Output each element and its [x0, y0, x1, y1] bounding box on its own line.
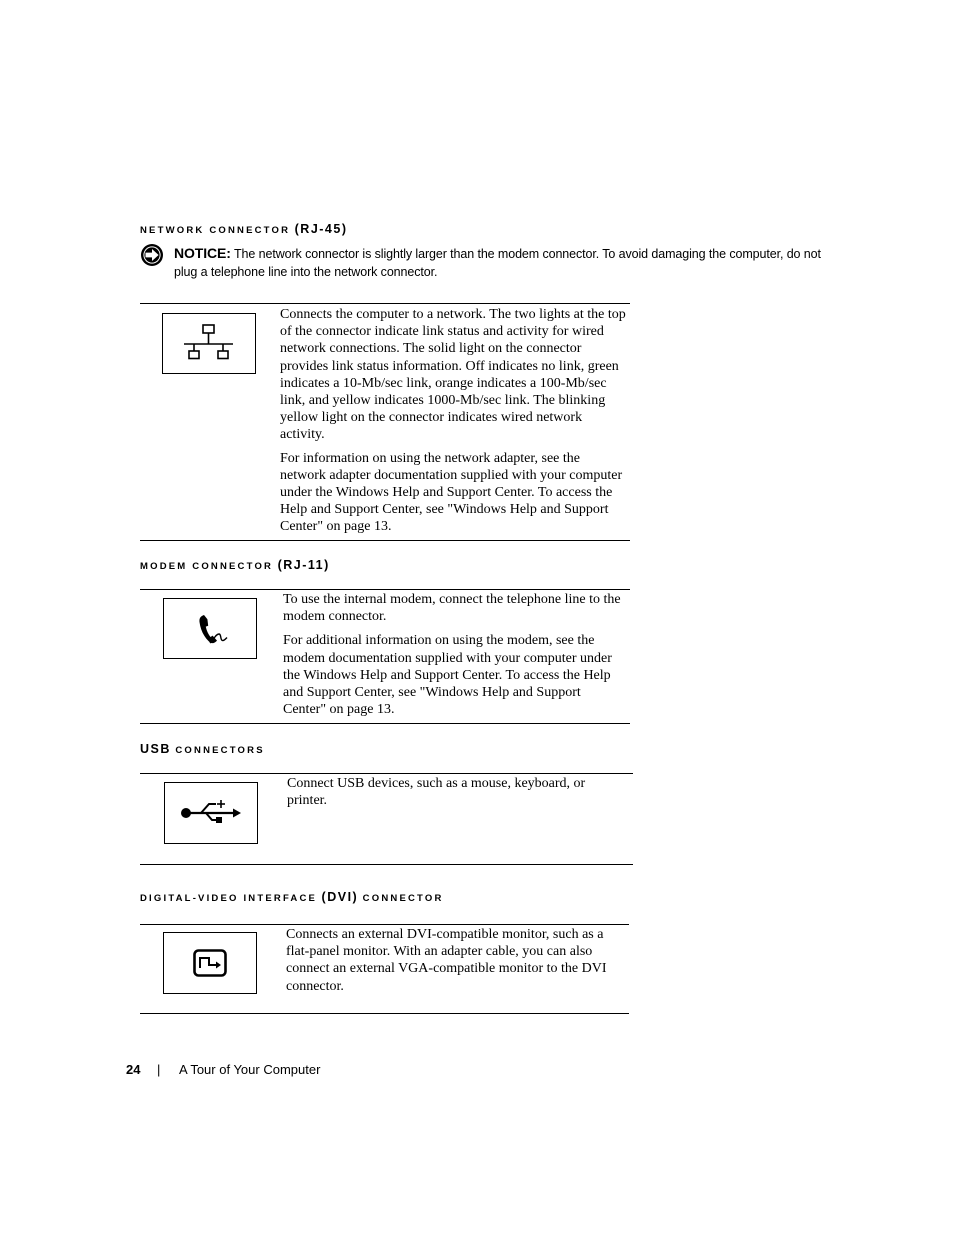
table-rule — [140, 773, 633, 774]
description-paragraph: For additional information on using the modem, see the modem documentation supplied with your computer under the Windows Help and Support Center. To access the Help and Support Center, see "Windows Help and Support Center" on page 13. — [283, 633, 612, 718]
description-paragraph: To use the internal modem, connect the telephone line to the modem connector. — [283, 592, 621, 625]
heading-text: CONNECTORS — [175, 745, 265, 756]
usb-icon-box — [164, 782, 258, 844]
dvi-connector-heading — [140, 888, 444, 906]
table-rule — [140, 723, 630, 724]
usb-icon — [179, 795, 243, 831]
heading-text: DIGITAL-VIDEO INTERFACE — [140, 893, 318, 904]
telephone-icon-box — [163, 598, 257, 659]
heading-text: MODEM CONNECTOR — [140, 561, 274, 572]
dvi-icon-box — [163, 932, 257, 994]
table-rule — [140, 864, 633, 865]
modem-connector-heading — [140, 556, 330, 574]
dvi-icon — [192, 948, 228, 978]
heading-text: USB — [140, 742, 171, 756]
description-paragraph: Connect USB devices, such as a mouse, keyboard, or printer. — [287, 776, 586, 809]
page-number: 24 — [126, 1062, 141, 1077]
network-description — [280, 306, 626, 536]
table-rule — [140, 1013, 629, 1014]
description-paragraph: Connects an external DVI-compatible monitor, such as a flat-panel monitor. With an adapter cable, you can also connect an external VGA-compatible monitor to the DVI connector. — [286, 927, 607, 994]
modem-description — [283, 591, 627, 718]
table-rule — [140, 589, 630, 590]
network-icon — [181, 322, 237, 366]
heading-text: NETWORK CONNECTOR — [140, 225, 291, 236]
notice-box — [174, 245, 824, 281]
description-paragraph: Connects the computer to a network. The two lights at the top of the connector indicate link status and activity for wired network connections. The solid light on the connector provides link status information. Off indicates no link, green indicates a 10-Mb/sec link, orange indicates a 100-Mb/sec link, and yellow indicates 1000-Mb/sec link. The blinking yellow light on the connector indicates wired network activity. — [280, 307, 626, 443]
usb-connectors-heading — [140, 740, 265, 758]
notice-label: NOTICE: — [174, 245, 231, 261]
usb-description — [287, 775, 627, 809]
table-rule — [140, 924, 629, 925]
table-rule — [140, 303, 630, 304]
network-connector-heading — [140, 220, 348, 238]
notice-text: The network connector is slightly larger than the modem connector. To avoid damaging the computer, do not plug a telephone line into the network connector. — [174, 247, 821, 279]
heading-text: (RJ-45) — [294, 222, 348, 236]
heading-text: (RJ-11) — [277, 558, 330, 572]
chapter-title: A Tour of Your Computer — [179, 1062, 321, 1077]
heading-text: CONNECTOR — [362, 893, 444, 904]
telephone-icon — [190, 609, 230, 649]
heading-text: (DVI) — [321, 890, 359, 904]
network-icon-box — [162, 313, 256, 374]
notice-arrow-icon — [140, 243, 164, 267]
dvi-description — [286, 926, 627, 995]
table-rule — [140, 540, 630, 541]
footer-separator: | — [157, 1062, 161, 1077]
description-paragraph: For information on using the network adapter, see the network adapter documentation supplied with your computer under the Windows Help and Support Center. To access the Help and Support Center, see "Windows Help and Support Center" on page 13. — [280, 450, 623, 535]
